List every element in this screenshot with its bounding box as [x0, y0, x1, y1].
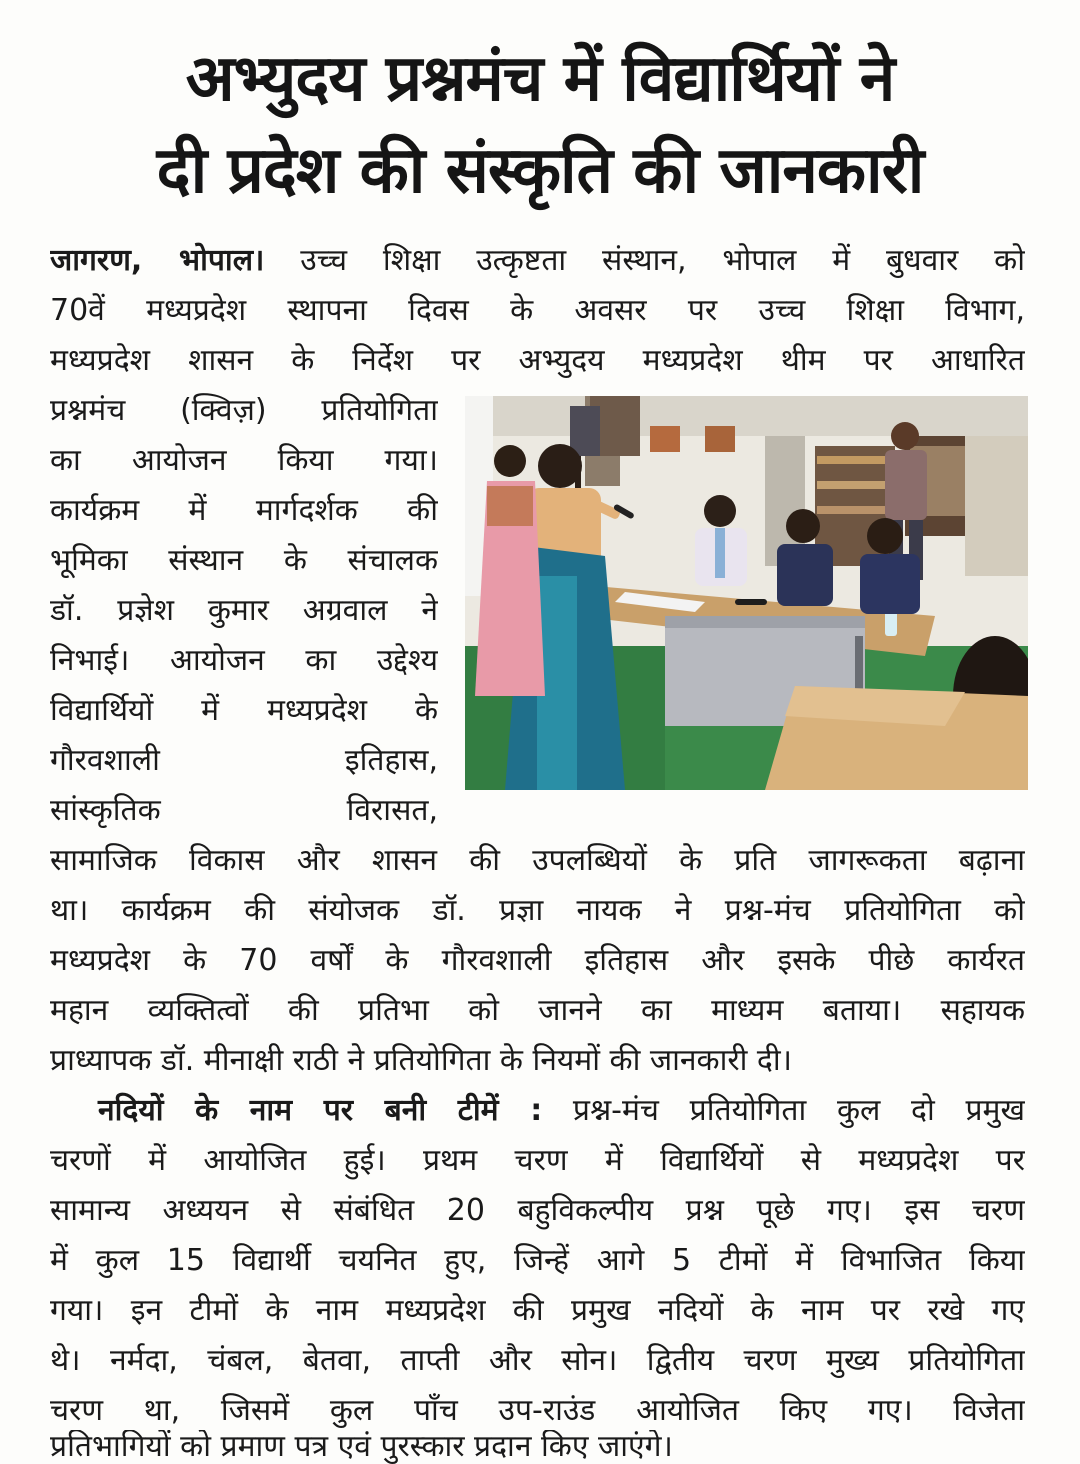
subheading: नदियों के नाम पर बनी टीमें : [98, 1093, 543, 1128]
article-line: चरण था, जिसमें कुल पाँच उप-राउंड आयोजित किए गए। विजेता [50, 1393, 1025, 1428]
article-line: महान व्यक्तित्वों की प्रतिभा को जानने का माध्यम बताया। सहायक [50, 993, 1025, 1028]
article-line: का आयोजन किया गया। [50, 443, 438, 478]
article-line: सांस्कृतिक विरासत, [50, 793, 438, 828]
article-line: मध्यप्रदेश शासन के निर्देश पर अभ्युदय मध्यप्रदेश थीम पर आधारित [50, 343, 1025, 378]
article-line: सामाजिक विकास और शासन की उपलब्धियों के प्रति जागरूकता बढ़ाना [50, 843, 1025, 878]
article-line: प्राध्यापक डॉ. मीनाक्षी राठी ने प्रतियोगिता के नियमों की जानकारी दी। [50, 1043, 793, 1078]
headline-line-2: दी प्रदेश की संस्कृति की जानकारी [156, 134, 924, 208]
quiz-event-illustration [465, 396, 1028, 790]
article-line-text: उच्च शिक्षा उत्कृष्टता संस्थान, भोपाल में बुधवार को [264, 243, 1025, 278]
headline-line-1: अभ्युदय प्रश्नमंच में विद्यार्थियों ने [185, 42, 895, 116]
article-line-text: प्रश्न-मंच प्रतियोगिता कुल दो प्रमुख [542, 1093, 1025, 1128]
dateline: जागरण, भोपाल। [50, 243, 265, 278]
article-line: गौरवशाली इतिहास, [50, 743, 438, 778]
article-line [50, 1086, 1025, 1136]
article-line: था। कार्यक्रम की संयोजक डॉ. प्रज्ञा नायक ने प्रश्न-मंच प्रतियोगिता को [50, 893, 1025, 928]
article-line: कार्यक्रम में मार्गदर्शक की [50, 493, 438, 528]
article-line: निभाई। आयोजन का उद्देश्य [50, 643, 438, 678]
article-line: प्रतिभागियों को प्रमाण पत्र एवं पुरस्कार प्रदान किए जाएंगे। [50, 1430, 673, 1464]
article-line: मध्यप्रदेश के 70 वर्षों के गौरवशाली इतिहास और इसके पीछे कार्यरत [50, 943, 1025, 978]
news-photo [465, 396, 1028, 790]
article-line: डॉ. प्रज्ञेश कुमार अग्रवाल ने [50, 593, 438, 628]
article-line: थे। नर्मदा, चंबल, बेतवा, ताप्ती और सोन। द्वितीय चरण मुख्य प्रतियोगिता [50, 1343, 1025, 1378]
article-line: विद्यार्थियों में मध्यप्रदेश के [50, 693, 438, 728]
article-line: भूमिका संस्थान के संचालक [50, 543, 438, 578]
article-line: गया। इन टीमों के नाम मध्यप्रदेश की प्रमुख नदियों के नाम पर रखे गए [50, 1293, 1025, 1328]
article-line: 70वें मध्यप्रदेश स्थापना दिवस के अवसर पर उच्च शिक्षा विभाग, [50, 293, 1025, 328]
article-line: चरणों में आयोजित हुई। प्रथम चरण में विद्यार्थियों से मध्यप्रदेश पर [50, 1143, 1025, 1178]
article-line: में कुल 15 विद्यार्थी चयनित हुए, जिन्हें आगे 5 टीमों में विभाजित किया [50, 1243, 1025, 1278]
article-line [50, 236, 1025, 286]
article-line: सामान्य अध्ययन से संबंधित 20 बहुविकल्पीय प्रश्न पूछे गए। इस चरण [50, 1193, 1025, 1228]
article-line: प्रश्नमंच (क्विज़) प्रतियोगिता [50, 393, 438, 428]
